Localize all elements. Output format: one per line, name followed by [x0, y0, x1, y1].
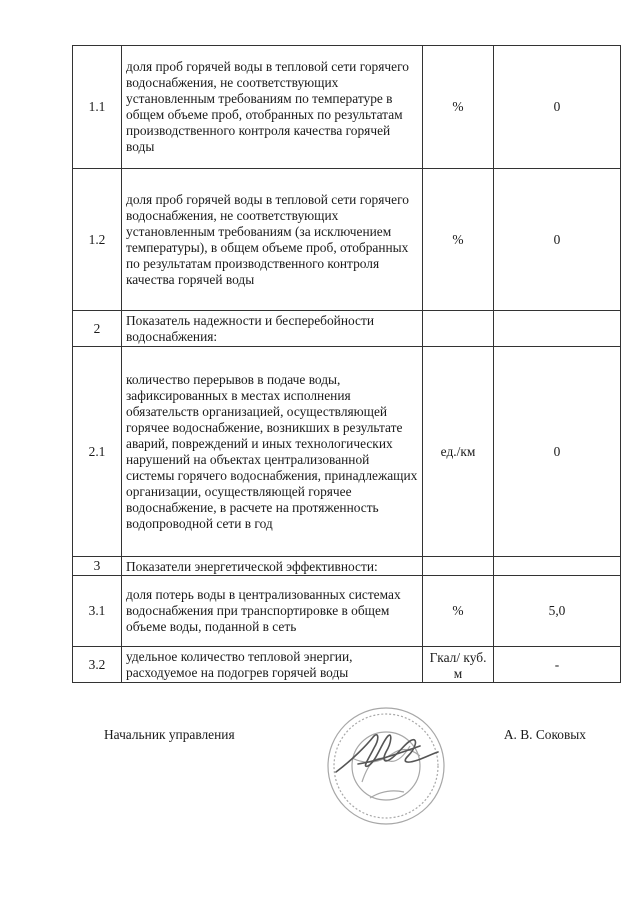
signature-block: [0, 720, 640, 840]
value-cell: 0: [494, 347, 621, 557]
row-number: 3.2: [73, 647, 122, 683]
table-row: [73, 46, 621, 169]
row-number: 1.1: [73, 46, 122, 169]
value-cell: [494, 311, 621, 347]
table-row: [73, 347, 621, 557]
table-row: [73, 647, 621, 683]
indicator-name: количество перерывов в подаче воды, зафиксированных в местах исполнения обязательств организацией, осуществляющей горячее водоснабжение, возникших в результате аварий, повреждений и иных технологических нарушений на объектах централизованной системы горячего водоснабжения, принадлежащих организации, осуществляющей горячее водоснабжение, в расчете на протяженность водопроводной сети в год: [122, 347, 423, 557]
position-title: Начальник управления: [104, 727, 235, 742]
unit-cell: %: [423, 169, 494, 311]
seal-and-signature-icon: [322, 702, 450, 830]
section-number: 3: [73, 557, 122, 576]
unit-cell: %: [423, 46, 494, 169]
table-row: [73, 311, 621, 347]
row-number: 3.1: [73, 576, 122, 647]
unit-cell: Гкал/ куб. м: [423, 647, 494, 683]
value-cell: -: [494, 647, 621, 683]
value-cell: 0: [494, 46, 621, 169]
value-cell: [494, 557, 621, 576]
section-number: 2: [73, 311, 122, 347]
table-row: [73, 576, 621, 647]
indicators-table: [72, 45, 621, 683]
row-number: 1.2: [73, 169, 122, 311]
signer-name: А. В. Соковых: [503, 727, 586, 742]
unit-cell: [423, 557, 494, 576]
table-row: [73, 169, 621, 311]
unit-cell: [423, 311, 494, 347]
unit-cell: ед./км: [423, 347, 494, 557]
value-cell: 0: [494, 169, 621, 311]
indicator-name: доля проб горячей воды в тепловой сети горячего водоснабжения, не соответствующих установленным требованиям по температуре в общем объеме проб, отобранных по результатам производственного контроля качества горячей воды: [122, 46, 423, 169]
indicator-name: доля потерь воды в централизованных системах водоснабжения при транспортировке в общем объеме воды, поданной в сеть: [122, 576, 423, 647]
value-cell: 5,0: [494, 576, 621, 647]
table-row: [73, 557, 621, 576]
row-number: 2.1: [73, 347, 122, 557]
section-title: Показатели энергетической эффективности:: [122, 557, 423, 576]
indicator-name: удельное количество тепловой энергии, расходуемое на подогрев горячей воды: [122, 647, 423, 683]
unit-cell: %: [423, 576, 494, 647]
official-seal-stamp: [322, 702, 450, 830]
section-title: Показатель надежности и бесперебойности водоснабжения:: [122, 311, 423, 347]
indicator-name: доля проб горячей воды в тепловой сети горячего водоснабжения, не соответствующих установленным требованиям (за исключением температуры), в общем объеме проб, отобранных по результатам производственного контроля качества горячей воды: [122, 169, 423, 311]
